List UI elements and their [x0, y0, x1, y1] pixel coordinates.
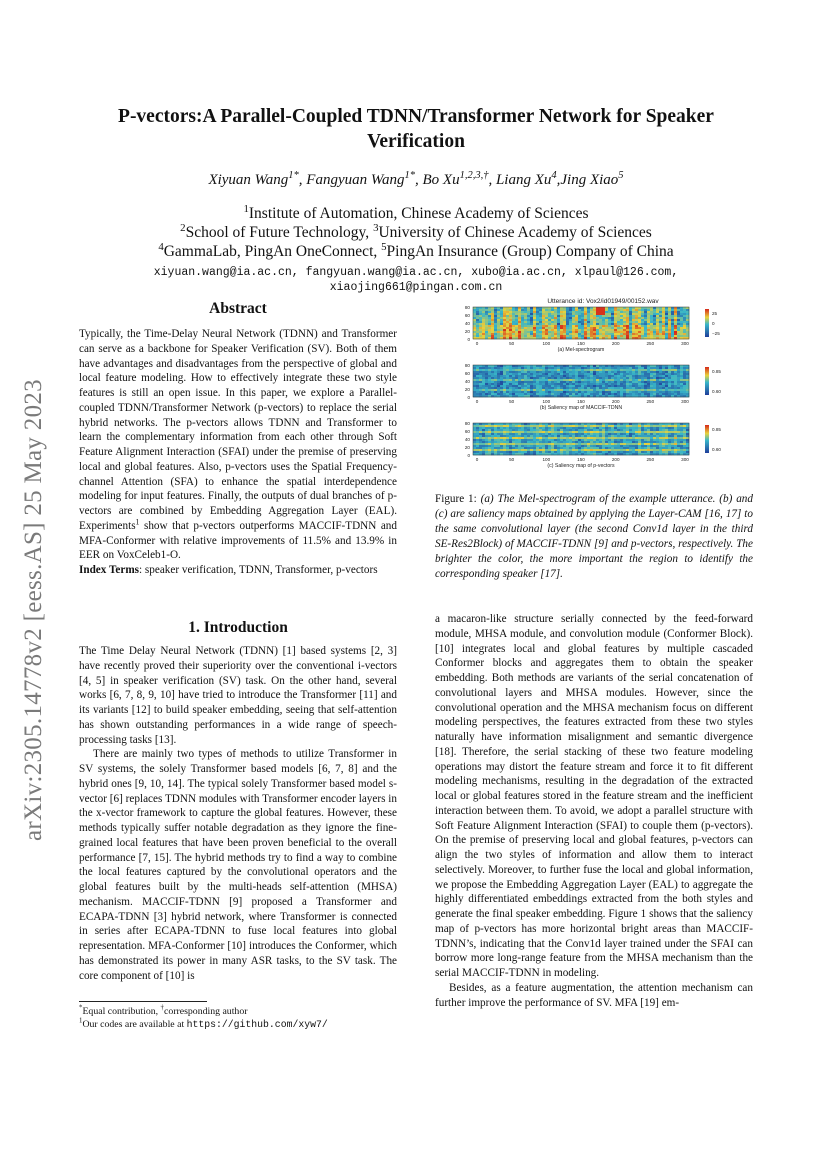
colorbar: [705, 309, 709, 337]
y-tick-label: 80: [464, 421, 470, 426]
paper-title: P-vectors:A Parallel-Coupled TDNN/Transformer Network for Speaker Verification: [118, 106, 714, 152]
y-tick-label: 80: [464, 305, 470, 310]
saliency-figure: [455, 292, 753, 492]
y-tick-label: 60: [464, 429, 470, 434]
caption-text: (a) The Mel-spectrogram of the example utterance. (b) and (c) are saliency maps obtained by applying the Layer-CAM [16, 17] to the same convolutional layer (the second Conv1d layer in the third SE-Res2Block) of MACCIF-TDNN [9] and p-vectors, respectively. The brighter the color, the more important the region to identify the corresponding speaker [17].: [435, 493, 753, 580]
author-name: Jing Xiao: [560, 172, 619, 188]
y-tick-label: 80: [464, 363, 470, 368]
y-tick-label: 60: [464, 313, 470, 318]
figure-title: Utterance id: Vox2/id01949/00152.wav: [547, 298, 659, 305]
footnote-divider: [79, 1001, 207, 1002]
x-tick-label: 200: [611, 399, 620, 404]
intro-right-column: [435, 612, 753, 1010]
author-name: Fangyuan Wang: [306, 172, 405, 188]
footnote-code: $^1$Our codes are available at https://github.com/xyw7/: [79, 1017, 328, 1030]
footnotes: [79, 1005, 409, 1031]
footnote-equal: *Equal contribution, †corresponding author: [79, 1004, 248, 1017]
author-name: Bo Xu: [422, 172, 460, 188]
caption-prefix: Figure 1:: [435, 493, 481, 505]
author-name: Liang Xu: [495, 172, 552, 188]
abstract-text-end: show that p-vectors outperforms MACCIF-TDNN and MFA-Conformer with relative improvements of 11.5% and 13.9% in EER on VoxCeleb1-O.: [79, 519, 397, 562]
colorbar-tick-label: 0: [712, 321, 715, 326]
x-tick-label: 250: [646, 399, 655, 404]
heatmap-panel: [473, 365, 689, 397]
x-tick-label: 50: [509, 457, 515, 462]
author-emails: [100, 265, 732, 295]
code-link[interactable]: https://github.com/xyw7/: [186, 1019, 328, 1030]
colorbar-tick-label: 25: [712, 311, 718, 316]
colorbar-tick-label: 0.60: [712, 447, 721, 452]
y-tick-label: 0: [467, 337, 470, 342]
x-tick-label: 300: [681, 399, 689, 404]
author-mark: 1*: [288, 170, 299, 181]
intro-left-column: [79, 644, 397, 983]
panel-label: (a) Mel-spectrogram: [557, 347, 605, 353]
index-terms: : speaker verification, TDNN, Transformer, p-vectors: [139, 564, 378, 576]
x-tick-label: 100: [542, 341, 551, 346]
colorbar-tick-label: −25: [712, 331, 720, 336]
index-terms-label: Index Terms: [79, 564, 139, 576]
author-name: Xiyuan Wang: [208, 172, 289, 188]
x-tick-label: 150: [577, 341, 585, 346]
y-tick-label: 40: [464, 379, 470, 384]
heatmap-panel: [473, 423, 689, 455]
y-tick-label: 20: [464, 329, 470, 334]
x-tick-label: 150: [577, 399, 585, 404]
x-tick-label: 250: [646, 341, 655, 346]
x-tick-label: 100: [542, 457, 551, 462]
figure-caption: [435, 492, 753, 582]
introduction-heading: 1. Introduction: [188, 619, 288, 636]
x-tick-label: 0: [475, 399, 479, 404]
arxiv-identifier: arXiv:2305.14778v2 [eess.AS] 25 May 2023: [20, 379, 48, 841]
abstract-body: [79, 327, 397, 578]
x-tick-label: 200: [611, 341, 620, 346]
y-tick-label: 60: [464, 371, 470, 376]
author-mark: 1*: [404, 170, 415, 181]
y-tick-label: 0: [467, 453, 470, 458]
author-mark: 1,2,3,†: [459, 170, 489, 181]
email-line: xiaojing661@pingan.com.cn: [329, 281, 503, 294]
colorbar-tick-label: 0.85: [712, 427, 721, 432]
y-tick-label: 0: [467, 395, 470, 400]
paragraph: Besides, as a feature augmentation, the attention mechanism can further improve the performance of SV. MFA [19] em-: [435, 981, 753, 1009]
x-tick-label: 50: [509, 399, 515, 404]
paragraph: The Time Delay Neural Network (TDNN) [1] based systems [2, 3] have recently proved their superiority over the conventional i-vectors [4, 5] in speaker verification (SV) task. On the other hand, several works [6, 7, 8, 9, 10] have tried to introduce the Transformer [11] and its variants [12] to build speaker embedding, seeing that self-attention has shown outstanding performances in a wide range of speech-processing tasks [13].: [79, 645, 397, 746]
x-tick-label: 100: [542, 399, 551, 404]
author-list: Xiyuan Wang$^{1*}$, Fangyuan Wang$^{1*}$, Bo $Xu^{1,2,3,\dagger}$, Liang Xu$^4$,Jing Xiao$^5$: [208, 170, 624, 188]
y-tick-label: 20: [464, 445, 470, 450]
heatmap-panel: [473, 307, 689, 339]
author-mark: 4: [551, 170, 557, 181]
x-tick-label: 0: [475, 457, 479, 462]
affiliation-line-1: $^1$Institute of Automation, Chinese Academy of Sciences: [243, 202, 589, 222]
footnote-mark: 1: [135, 517, 140, 527]
x-tick-label: 300: [681, 341, 689, 346]
colorbar-tick-label: 0.85: [712, 369, 721, 374]
colorbar: [705, 367, 709, 395]
x-tick-label: 300: [681, 457, 689, 462]
x-tick-label: 50: [509, 341, 515, 346]
paragraph: There are mainly two types of methods to utilize Transformer in SV systems, the solely Transformer based models [6, 7, 8] and the hybrid ones [9, 10, 14]. The typical solely Transformer based model s-vector [6] replaces TDNN modules with Transformer encoder layers in the x-vector framework to capture the global features. However, these methods typically suffer notable degradation as they ignore the fine-grained local features that have been proven beneficial to the overall performance [7, 15]. The hybrid methods try to find a way to combine the local features captured by the convolutional operators and the global features built by the multi-heads self-attention (MHSA) mechanism. MACCIF-TDNN [9] proposed a Transformer and ECAPA-TDNN [3] hybrid network, where Transformer is connected in series after ECAPA-TDNN to fuse local features into global representation. MFA-Conformer [10] introduces the Conformer, which has demonstrated its power in many ASR tasks, to the SV task. The core component of [10] is: [79, 748, 397, 982]
panel-label: (b) Saliency map of MACCIF-TDNN: [539, 405, 623, 411]
paragraph: a macaron-like structure serially connected by the feed-forward module, MHSA module, and convolution module (Conformer Block). [10] integrates local and global features by multiple cascaded Conformer blocks and aggregates them to obtain the speaker embedding. Both methods are variants of the serial concatenation of convolutional layers and MHSA modules. However, since the convolutional operation and the MHSA mechanism focus on different modeling perspectives, the features extracted from these two styles naturally have information misalignment and semantic divergence [18]. Therefore, the serial stacking of these two feature modeling operations may distort the feature stream and force it to fit different modeling mechanisms, resulting in the degradation of the extracted local or global features stored in the feature stream and the inefficient interaction between them. To avoid, we adopt a parallel structure with Soft Feature Alignment Interaction (SFAI) to couple them (p-vectors). On the premise of preserving local and global features, p-vectors can align the two styles of information and allow them to interact selectively. Moreover, to further fuse the local and global information, we propose the Embedding Aggregation Layer (EAL) to aggregate the highly differentiated embeddings extracted from the both styles and generate the final speaker embedding. Figure 1 shows that the saliency map of p-vectors has more horizontal bright areas than MACCIF-TDNN’s, indicating that the Conv1d layer trained under the SFAI can borrow more long-range feature from the MHSA mechanism than the serial MACCIF-TDNN in modeling.: [435, 613, 753, 979]
y-tick-label: 20: [464, 387, 470, 392]
email-line: xiyuan.wang@ia.ac.cn, fangyuan.wang@ia.ac.cn, xubo@ia.ac.cn, xlpaul@126.com,: [153, 266, 679, 279]
x-tick-label: 150: [577, 457, 585, 462]
panel-label: (c) Saliency map of p-vectors: [547, 463, 615, 469]
x-tick-label: 200: [611, 457, 620, 462]
x-tick-label: 0: [475, 341, 479, 346]
colorbar-tick-label: 0.60: [712, 389, 721, 394]
author-mark: 5: [618, 170, 624, 181]
y-tick-label: 40: [464, 321, 470, 326]
affiliation-line-2: $^2$School of Future Technology, $^3$University of Chinese Academy of Sciences: [180, 221, 652, 241]
figure-1: [455, 292, 753, 492]
colorbar: [705, 425, 709, 453]
x-tick-label: 250: [646, 457, 655, 462]
y-tick-label: 40: [464, 437, 470, 442]
affiliation-line-3: $^4$GammaLab, PingAn OneConnect, $^5$PingAn Insurance (Group) Company of China: [158, 240, 674, 260]
abstract-heading: Abstract: [209, 300, 267, 317]
abstract-text: Typically, the Time-Delay Neural Network (TDNN) and Transformer can serve as a backbone for Speaker Verification (SV). Both of them have advantages and disadvantages from the perspective of global and local feature modeling. How to effectively integrate these two style features is still an open issue. In this paper, we explore a Parallel-coupled TDNN/Transformer Network (p-vectors) to replace the serial hybrid networks. The p-vectors allows TDNN and Transformer to learn the complementary information from each other through Soft Feature Alignment Interaction (SFAI) under the premise of preserving local and global features. Also, p-vectors uses the Spatial Frequency-channel Attention (SFA) to enhance the spatial interdependence modeling for input features. Finally, the outputs of dual branches of p-vectors are combined by Embedding Aggregation Layer (EAL). Experiments: [79, 328, 397, 532]
